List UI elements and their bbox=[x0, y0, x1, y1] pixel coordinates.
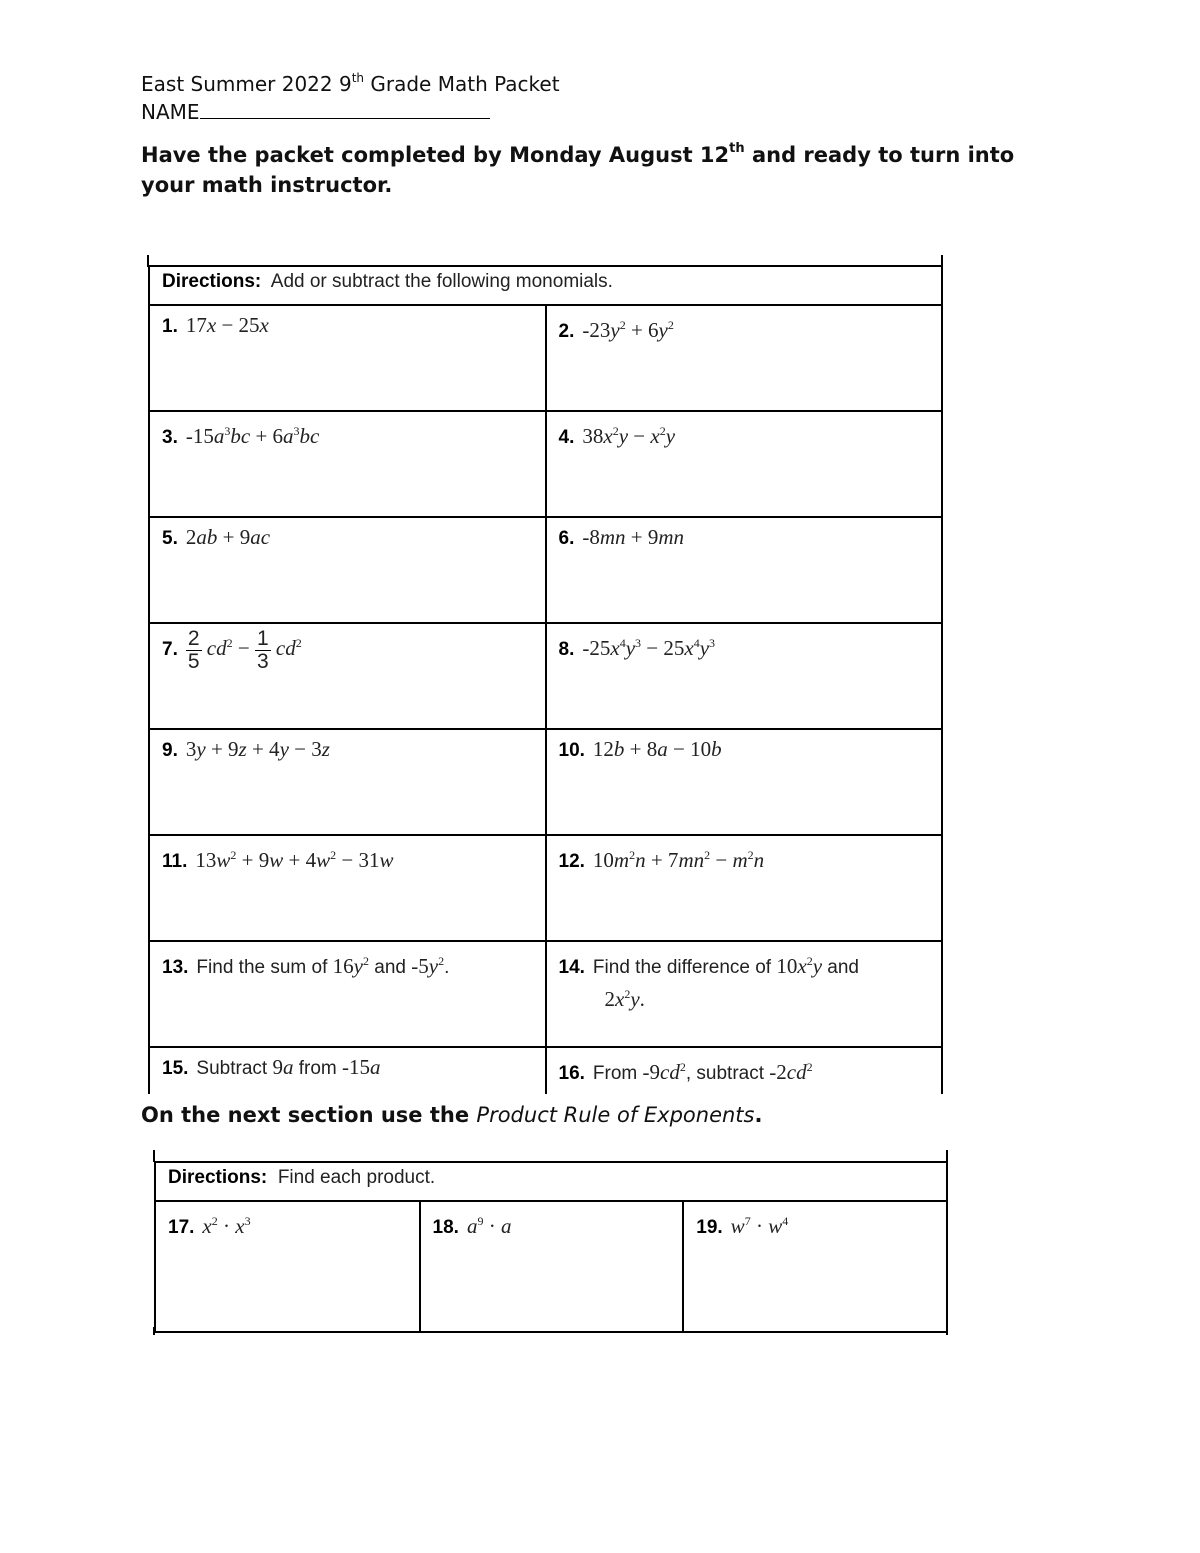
problem-6: 6. -8mn + 9mn bbox=[558, 525, 685, 549]
section-2-intro: On the next section use the Product Rule of Exponents. bbox=[141, 1103, 763, 1127]
name-blank-line bbox=[200, 98, 490, 119]
problem-14: 14. Find the difference of $10x^2y$ and $2x^2y$. bbox=[558, 954, 859, 1011]
problem-8: 8. $-25x^4y^3 - 25x^4y^3$ bbox=[558, 636, 716, 660]
product-rule-table bbox=[154, 1161, 948, 1333]
problem-1: 1. 17x − 25x bbox=[162, 313, 269, 337]
directions-row-2: Directions: Find each product. bbox=[155, 1162, 947, 1201]
problem-17: 17. $x^2 \cdot x^3$ bbox=[168, 1214, 251, 1238]
problem-13: 13. Find the sum of $16y^2$ and $-5y^2$. bbox=[162, 954, 450, 978]
problem-11: 11. $13w^2 + 9w + 4w^2 - 31w$ bbox=[162, 848, 394, 872]
problem-19: 19. $w^7 \cdot w^4$ bbox=[696, 1214, 789, 1238]
problem-16: 16. From $-9cd^2$, subtract $-2cd^2$ bbox=[558, 1060, 813, 1084]
problem-2: 2. $-23y^2 + 6y^2$ bbox=[558, 318, 674, 342]
problem-15: 15. Subtract 9a from -15a bbox=[162, 1055, 381, 1079]
problem-4: 4. $38x^2y - x^2y$ bbox=[558, 424, 676, 448]
problem-18: 18. $a^9 \cdot a$ bbox=[432, 1214, 512, 1238]
due-date-instructions: Have the packet completed by Monday August 12th and ready to turn into your math instructor. bbox=[141, 141, 1015, 197]
problem-5: 5. 2ab + 9ac bbox=[162, 525, 271, 549]
fraction-1-3: $\frac{1}{3}$ bbox=[256, 627, 269, 673]
monomials-worksheet-table bbox=[148, 265, 943, 1094]
packet-title: East Summer 2022 9th Grade Math Packet bbox=[141, 71, 560, 96]
name-label: NAME bbox=[141, 100, 200, 124]
name-field bbox=[141, 98, 490, 125]
problem-10: 10. 12b + 8a − 10b bbox=[558, 737, 722, 761]
problem-3: 3. $-15a^3bc + 6a^3bc$ bbox=[162, 424, 320, 448]
problem-9: 9. 3y + 9z + 4y − 3z bbox=[162, 737, 330, 761]
directions-row: Directions: Add or subtract the following monomials. bbox=[149, 266, 942, 305]
problem-7: 7. $\frac{2}{5}$ $cd^2$ − $\frac{1}{3}$ $cd^2$ bbox=[162, 627, 302, 673]
problem-12: 12. $10m^2n + 7mn^2 - m^2n$ bbox=[558, 848, 765, 872]
fraction-2-5: $\frac{2}{5}$ bbox=[187, 627, 200, 673]
